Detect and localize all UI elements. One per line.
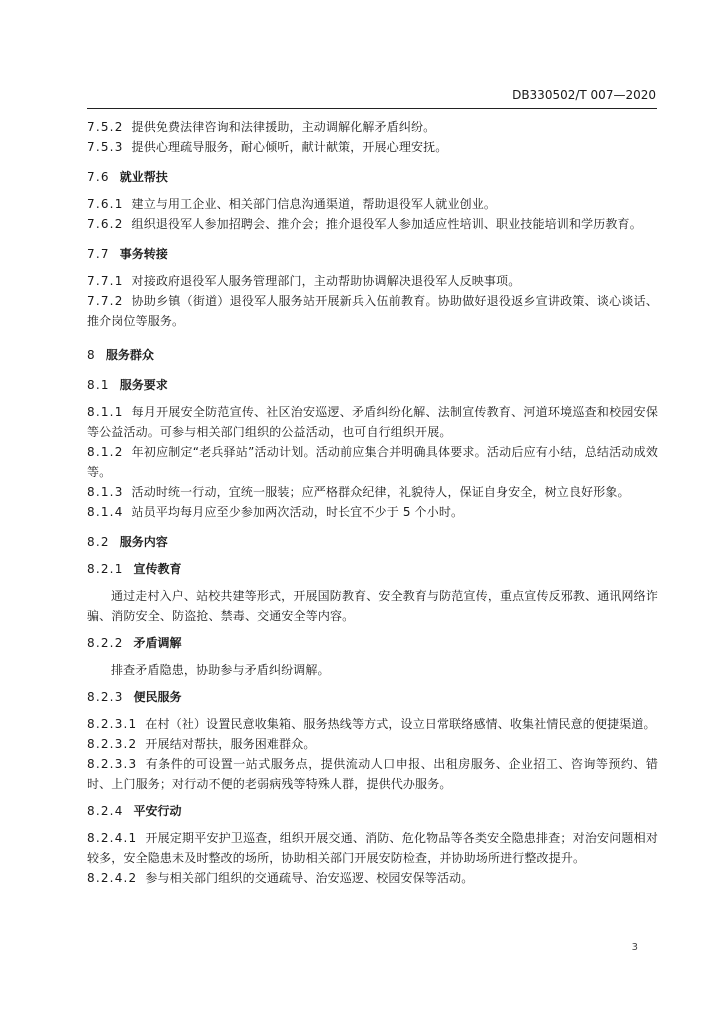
clause-text: 提供心理疏导服务，耐心倾听，献计献策，开展心理安抚。 — [131, 140, 448, 154]
section-heading — [87, 375, 658, 395]
spacer — [87, 821, 658, 828]
clause-text: 开展结对帮扶，服务困难群众。 — [145, 737, 316, 751]
spacer — [87, 395, 658, 402]
clause-number: 8.1.2 — [87, 445, 124, 459]
clause-text: 开展定期平安护卫巡查，组织开展交通、消防、危化物品等各类安全隐患排查；对治安问题相对较多，安全隐患未及时整改的场所，协助相关部门开展安防检查，并协助场所进行整改提升。 — [87, 831, 658, 865]
spacer — [87, 187, 658, 194]
clause-text: 站员平均每月应至少参加两次活动，时长宜不少于 5 个小时。 — [131, 505, 464, 519]
clause-text: 年初应制定“老兵驿站”活动计划。活动前应集合并明确具体要求。活动后应有小结，总结活动成效等。 — [87, 445, 658, 479]
spacer — [87, 365, 658, 375]
clause-number: 8.2.4.1 — [87, 831, 138, 845]
clause-text: 协助乡镇（街道）退役军人服务站开展新兵入伍前教育。协助做好退役返乡宣讲政策、谈心谈话、推介岗位等服务。 — [87, 294, 658, 328]
clause-number: 7.7.2 — [87, 294, 124, 308]
clause-number: 7.6.1 — [87, 197, 124, 211]
clause-text: 组织退役军人参加招聘会、推介会；推介退役军人参加适应性培训、职业技能培训和学历教育。 — [131, 217, 642, 231]
clause-number: 7.5.3 — [87, 140, 124, 154]
clause-text: 提供免费法律咨询和法律援助，主动调解化解矛盾纠纷。 — [131, 120, 436, 134]
clause-text: 宣传教育 — [133, 562, 182, 576]
clause-text: 服务群众 — [105, 348, 154, 362]
document-body — [87, 117, 658, 888]
clause-paragraph — [87, 734, 658, 754]
clause-text: 参与相关部门组织的交通疏导、治安巡逻、校园安保等活动。 — [145, 871, 474, 885]
clause-text: 活动时统一行动，宜统一服装；应严格群众纪律，礼貌待人，保证自身安全，树立良好形象。 — [131, 485, 630, 499]
spacer — [87, 626, 658, 633]
clause-number: 8.1.4 — [87, 505, 124, 519]
clause-number: 7.6 — [87, 170, 110, 184]
clause-number: 8.2.3.1 — [87, 717, 138, 731]
clause-paragraph — [87, 291, 658, 331]
clause-number: 8.2.4.2 — [87, 871, 138, 885]
clause-text: 服务要求 — [119, 378, 168, 392]
section-heading — [87, 559, 658, 579]
clause-text: 对接政府退役军人服务管理部门，主动帮助协调解决退役军人反映事项。 — [131, 274, 521, 288]
body-paragraph — [87, 586, 658, 626]
spacer — [87, 264, 658, 271]
section-heading — [87, 801, 658, 821]
clause-text: 建立与用工企业、相关部门信息沟通渠道，帮助退役军人就业创业。 — [131, 197, 497, 211]
clause-text: 矛盾调解 — [133, 636, 182, 650]
clause-paragraph — [87, 271, 658, 291]
page-number: 3 — [631, 942, 638, 953]
header-divider — [87, 108, 657, 109]
clause-paragraph — [87, 828, 658, 868]
clause-paragraph — [87, 502, 658, 522]
clause-text: 就业帮扶 — [119, 170, 168, 184]
clause-number: 8.2 — [87, 535, 110, 549]
section-heading — [87, 532, 658, 552]
clause-text: 每月开展安全防范宣传、社区治安巡逻、矛盾纠纷化解、法制宣传教育、河道环境巡查和校园安保等公益活动。可参与相关部门组织的公益活动，也可自行组织开展。 — [87, 405, 658, 439]
section-heading — [87, 345, 658, 365]
clause-number: 8.2.4 — [87, 804, 124, 818]
clause-text: 有条件的可设置一站式服务点，提供流动人口申报、出租房服务、企业招工、咨询等预约、错时、上门服务；对行动不便的老弱病残等特殊人群，提供代办服务。 — [87, 757, 658, 791]
clause-paragraph — [87, 714, 658, 734]
spacer — [87, 157, 658, 167]
clause-text: 服务内容 — [119, 535, 168, 549]
section-heading — [87, 633, 658, 653]
section-heading — [87, 167, 658, 187]
spacer — [87, 653, 658, 660]
clause-paragraph — [87, 214, 658, 234]
clause-number: 7.6.2 — [87, 217, 124, 231]
clause-text: 便民服务 — [133, 690, 182, 704]
clause-number: 8.1.1 — [87, 405, 124, 419]
clause-text: 平安行动 — [133, 804, 182, 818]
clause-paragraph — [87, 117, 658, 137]
clause-number: 8.2.3.3 — [87, 757, 138, 771]
clause-number: 8.1 — [87, 378, 110, 392]
section-heading — [87, 244, 658, 264]
spacer — [87, 707, 658, 714]
spacer — [87, 234, 658, 244]
spacer — [87, 331, 658, 345]
spacer — [87, 579, 658, 586]
spacer — [87, 680, 658, 687]
clause-number: 8.2.2 — [87, 636, 124, 650]
clause-number: 8 — [87, 348, 96, 362]
clause-paragraph — [87, 442, 658, 482]
clause-number: 7.7 — [87, 247, 110, 261]
document-code: DB330502/T 007—2020 — [512, 88, 656, 102]
clause-paragraph — [87, 194, 658, 214]
clause-text: 排查矛盾隐患，协助参与矛盾纠纷调解。 — [111, 663, 330, 677]
clause-text: 在村（社）设置民意收集箱、服务热线等方式，设立日常联络感情、收集社情民意的便捷渠道。 — [145, 717, 656, 731]
clause-number: 8.1.3 — [87, 485, 124, 499]
spacer — [87, 794, 658, 801]
clause-number: 8.2.3.2 — [87, 737, 138, 751]
clause-number: 7.5.2 — [87, 120, 124, 134]
clause-text: 事务转接 — [119, 247, 168, 261]
clause-text: 通过走村入户、站校共建等形式，开展国防教育、安全教育与防范宣传，重点宣传反邪教、通讯网络诈骗、消防安全、防盗抢、禁毒、交通安全等内容。 — [87, 589, 658, 623]
clause-paragraph — [87, 402, 658, 442]
clause-paragraph — [87, 482, 658, 502]
clause-number: 8.2.3 — [87, 690, 124, 704]
clause-paragraph — [87, 137, 658, 157]
clause-number: 8.2.1 — [87, 562, 124, 576]
clause-paragraph — [87, 754, 658, 794]
clause-number: 7.7.1 — [87, 274, 124, 288]
section-heading — [87, 687, 658, 707]
spacer — [87, 522, 658, 532]
clause-paragraph — [87, 868, 658, 888]
body-paragraph — [87, 660, 658, 680]
spacer — [87, 552, 658, 559]
